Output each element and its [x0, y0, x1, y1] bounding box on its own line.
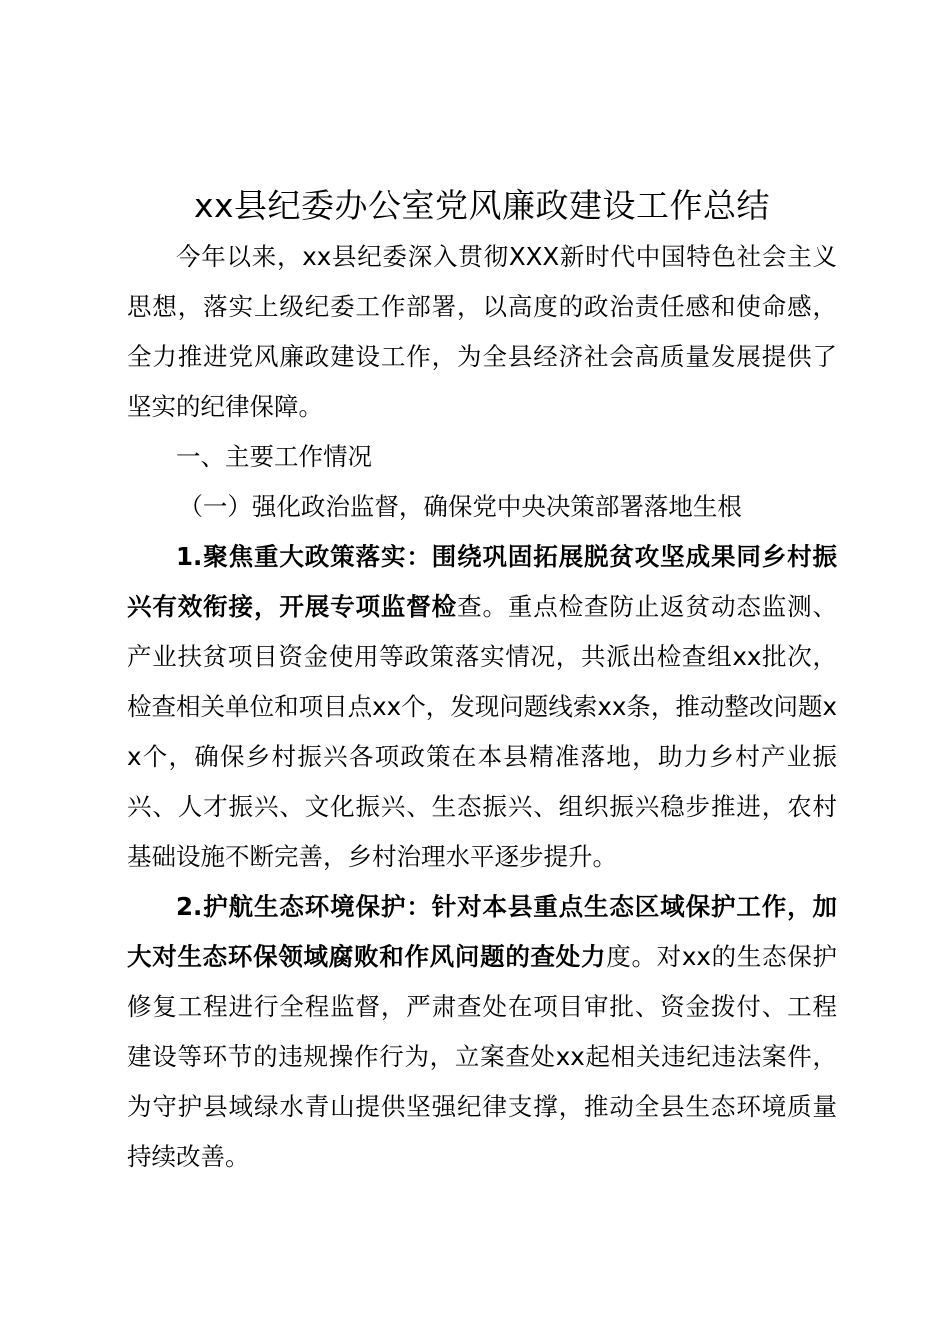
subsection-heading-political-supervision: （一）强化政治监督，确保党中央决策部署落地生根: [178, 492, 742, 521]
item-paragraph-ecological-protection: [127, 882, 837, 1182]
section-heading-main-work: 一、主要工作情况: [176, 442, 372, 471]
item-lead-policy-implementation: 1.聚焦重大政策落实：围绕巩固拓展脱贫攻坚成果同乡村振兴有效衔接，开展专项监督检: [127, 542, 837, 621]
item-body-policy-implementation: 查。重点检查防止返贫动态监测、产业扶贫项目资金使用等政策落实情况，共派出检查组xx批次，检查相关单位和项目点xx个，发现问题线索xx条，推动整改问题xx个，确保乡村振兴各项政策在本县精准落地，助力乡村产业振兴、人才振兴、文化振兴、生态振兴、组织振兴稳步推进，农村基础设施不断完善，乡村治理水平逐步提升。: [127, 592, 838, 871]
intro-paragraph: 今年以来，xx县纪委深入贯彻XXX新时代中国特色社会主义思想，落实上级纪委工作部署，以高度的政治责任感和使命感，全力推进党风廉政建设工作，为全县经济社会高质量发展提供了坚实的纪律保障。: [127, 242, 837, 421]
item-paragraph-policy-implementation: [127, 532, 837, 882]
document-body: [127, 180, 837, 1182]
document-title: xx县纪委办公室党风廉政建设工作总结: [193, 186, 771, 225]
item-body-ecological-protection: 度。对xx的生态保护修复工程进行全程监督，严肃查处在项目审批、资金拨付、工程建设等环节的违规操作行为，立案查处xx起相关违纪违法案件，为守护县域绿水青山提供坚强纪律支撑，推动全县生态环境质量持续改善。: [127, 942, 838, 1171]
item-lead-ecological-protection: 2.护航生态环境保护：针对本县重点生态区域保护工作，加大对生态环保领域腐败和作风问题的查处力: [127, 892, 837, 971]
